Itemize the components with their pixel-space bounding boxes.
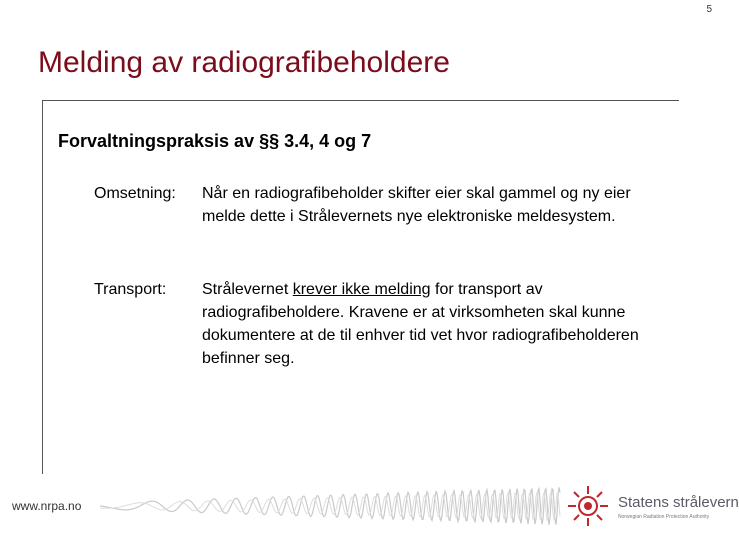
transport-text-start: Strålevernet [202, 281, 293, 298]
transport-text [202, 278, 642, 370]
section-subheading: Forvaltningspraksis av §§ 3.4, 4 og 7 [58, 131, 372, 151]
page-number: 5 [706, 4, 712, 15]
omsetning-label: Omsetning: [94, 185, 176, 202]
decorative-wave [100, 482, 560, 530]
left-divider [42, 100, 43, 474]
statens-stralevern-logo [566, 482, 739, 528]
logo-tagline: Norwegian Radiation Protection Authority [618, 514, 710, 520]
omsetning-text: Når en radiografibeholder skifter eier skal gammel og ny eier melde dette i Strålevernets nye elektroniske meldesystem. [202, 185, 631, 225]
transport-label: Transport: [94, 281, 167, 298]
logo-wordmark: Statens strålevern [618, 494, 739, 511]
transport-underlined-phrase: krever ikke melding [292, 281, 431, 298]
top-divider [42, 100, 679, 101]
footer-url: www.nrpa.no [12, 499, 82, 513]
transport-text-end: for transport av radiografibeholdere. Kravene er at virksomheten skal kunne dokumentere at de til enhver tid vet hvor radiografibeholderen befinner seg. [202, 281, 639, 367]
slide-title: Melding av radiografibeholdere [38, 46, 450, 79]
radiation-emblem-icon [566, 482, 614, 528]
